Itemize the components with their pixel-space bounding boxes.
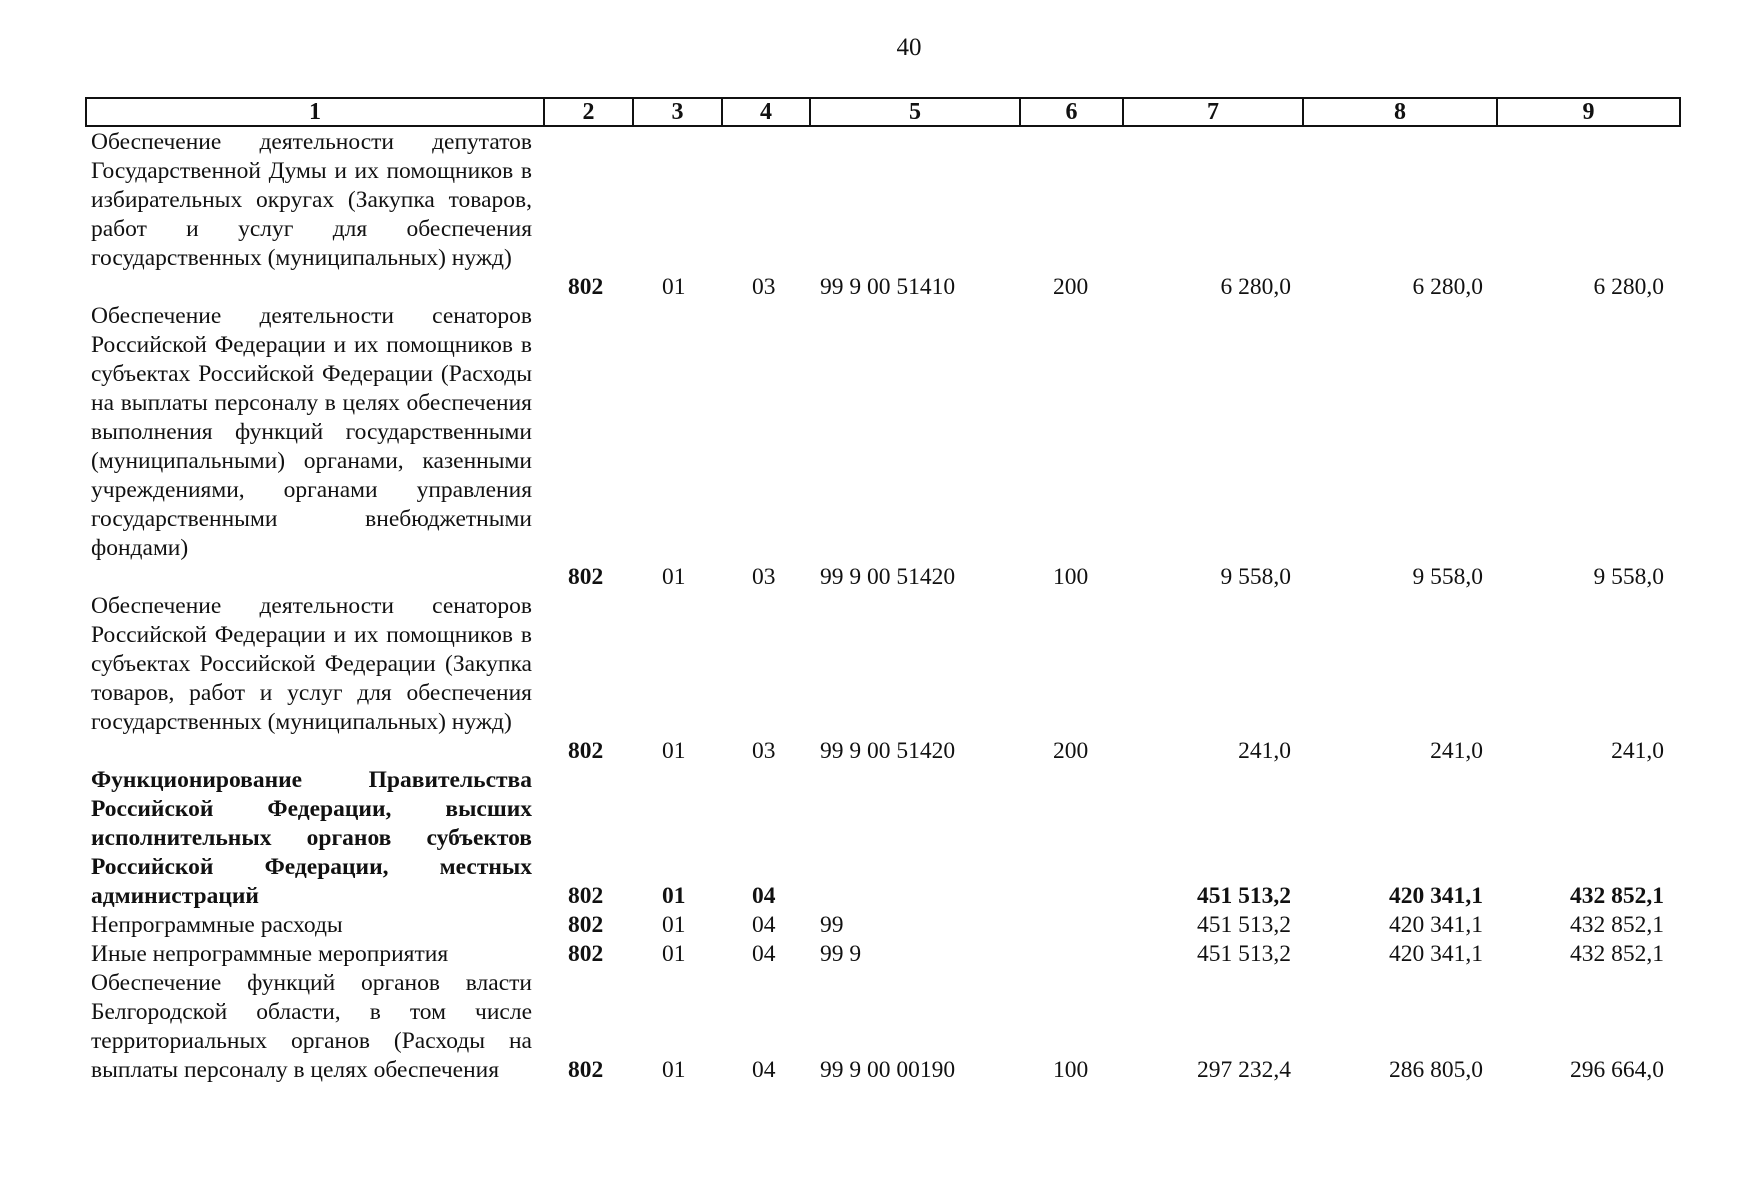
cell-col-8: 6 280,0 xyxy=(1412,274,1483,300)
cell-col-6: 200 xyxy=(1053,274,1089,300)
cell-col-8: 9 558,0 xyxy=(1412,564,1483,590)
table-row xyxy=(0,302,1760,592)
header-col-6: 6 xyxy=(1020,98,1123,126)
row-description: Обеспечение деятельности сенаторов Российской Федерации и их помощников в субъектах Российской Федерации (Закупка товаров, работ и услуг для обеспечения государственных (муниципальных) нужд) xyxy=(91,593,532,735)
row-description: Обеспечение деятельности сенаторов Российской Федерации и их помощников в субъектах Российской Федерации (Расходы на выплаты персоналу в целях обеспечения выполнения функций государственными (муниципальными) органами, казенными учреждениями, органами управления государственными внебюджетными фондами) xyxy=(91,303,532,561)
cell-col-4: 03 xyxy=(752,564,776,590)
cell-col-9: 6 280,0 xyxy=(1593,274,1664,300)
cell-col-3: 01 xyxy=(662,274,686,300)
table-row xyxy=(0,766,1760,911)
row-description: Функционирование Правительства Российской Федерации, высших исполнительных органов субъектов Российской Федерации, местных администраций xyxy=(91,767,532,909)
cell-col-2: 802 xyxy=(568,941,604,967)
header-col-1: 1 xyxy=(86,98,544,126)
cell-col-9: 432 852,1 xyxy=(1570,883,1664,909)
cell-col-9: 9 558,0 xyxy=(1593,564,1664,590)
cell-col-2: 802 xyxy=(568,1057,604,1083)
table-row xyxy=(0,128,1760,302)
row-description: Обеспечение деятельности депутатов Государственной Думы и их помощников в избирательных округах (Закупка товаров, работ и услуг для обеспечения государственных (муниципальных) нужд) xyxy=(91,129,532,271)
cell-col-2: 802 xyxy=(568,274,604,300)
cell-col-7: 241,0 xyxy=(1238,738,1291,764)
cell-col-7: 9 558,0 xyxy=(1220,564,1291,590)
table-row xyxy=(0,969,1760,1085)
cell-col-8: 420 341,1 xyxy=(1389,912,1483,938)
cell-col-9: 296 664,0 xyxy=(1570,1057,1664,1083)
header-col-7: 7 xyxy=(1123,98,1303,126)
table-row xyxy=(0,592,1760,766)
cell-col-8: 420 341,1 xyxy=(1389,941,1483,967)
cell-col-5: 99 9 00 00190 xyxy=(820,1057,956,1083)
cell-col-7: 6 280,0 xyxy=(1220,274,1291,300)
page-number: 40 xyxy=(896,34,922,61)
cell-col-3: 01 xyxy=(662,738,686,764)
cell-col-7: 297 232,4 xyxy=(1197,1057,1291,1083)
cell-col-6: 200 xyxy=(1053,738,1089,764)
cell-col-7: 451 513,2 xyxy=(1197,883,1291,909)
row-description: Непрограммные расходы xyxy=(91,912,343,938)
cell-col-8: 420 341,1 xyxy=(1389,883,1483,909)
cell-col-4: 04 xyxy=(752,912,776,938)
row-description: Иные непрограммные мероприятия xyxy=(91,941,449,967)
table-row xyxy=(0,940,1760,969)
cell-col-9: 432 852,1 xyxy=(1570,912,1664,938)
cell-col-7: 451 513,2 xyxy=(1197,912,1291,938)
cell-col-6: 100 xyxy=(1053,564,1089,590)
cell-col-8: 241,0 xyxy=(1430,738,1483,764)
table-row xyxy=(0,911,1760,940)
cell-col-7: 451 513,2 xyxy=(1197,941,1291,967)
header-col-8: 8 xyxy=(1303,98,1497,126)
cell-col-6: 100 xyxy=(1053,1057,1089,1083)
header-col-5: 5 xyxy=(810,98,1020,126)
header-col-2: 2 xyxy=(544,98,633,126)
cell-col-3: 01 xyxy=(662,1057,686,1083)
cell-col-3: 01 xyxy=(662,941,686,967)
row-description: Обеспечение функций органов власти Белгородской области, в том числе территориальных органов (Расходы на выплаты персоналу в целях обеспечения xyxy=(91,970,532,1083)
cell-col-5: 99 xyxy=(820,912,844,938)
cell-col-5: 99 9 00 51420 xyxy=(820,564,956,590)
cell-col-4: 03 xyxy=(752,738,776,764)
cell-col-4: 04 xyxy=(752,883,776,909)
cell-col-2: 802 xyxy=(568,883,604,909)
cell-col-5: 99 9 xyxy=(820,941,862,967)
header-col-9: 9 xyxy=(1497,98,1680,126)
cell-col-2: 802 xyxy=(568,912,604,938)
cell-col-9: 432 852,1 xyxy=(1570,941,1664,967)
cell-col-9: 241,0 xyxy=(1611,738,1664,764)
cell-col-3: 01 xyxy=(662,883,686,909)
cell-col-2: 802 xyxy=(568,738,604,764)
cell-col-4: 03 xyxy=(752,274,776,300)
cell-col-2: 802 xyxy=(568,564,604,590)
cell-col-5: 99 9 00 51410 xyxy=(820,274,956,300)
header-col-3: 3 xyxy=(633,98,722,126)
cell-col-4: 04 xyxy=(752,1057,776,1083)
cell-col-3: 01 xyxy=(662,564,686,590)
cell-col-5: 99 9 00 51420 xyxy=(820,738,956,764)
cell-col-4: 04 xyxy=(752,941,776,967)
cell-col-3: 01 xyxy=(662,912,686,938)
cell-col-8: 286 805,0 xyxy=(1389,1057,1483,1083)
header-col-4: 4 xyxy=(722,98,810,126)
